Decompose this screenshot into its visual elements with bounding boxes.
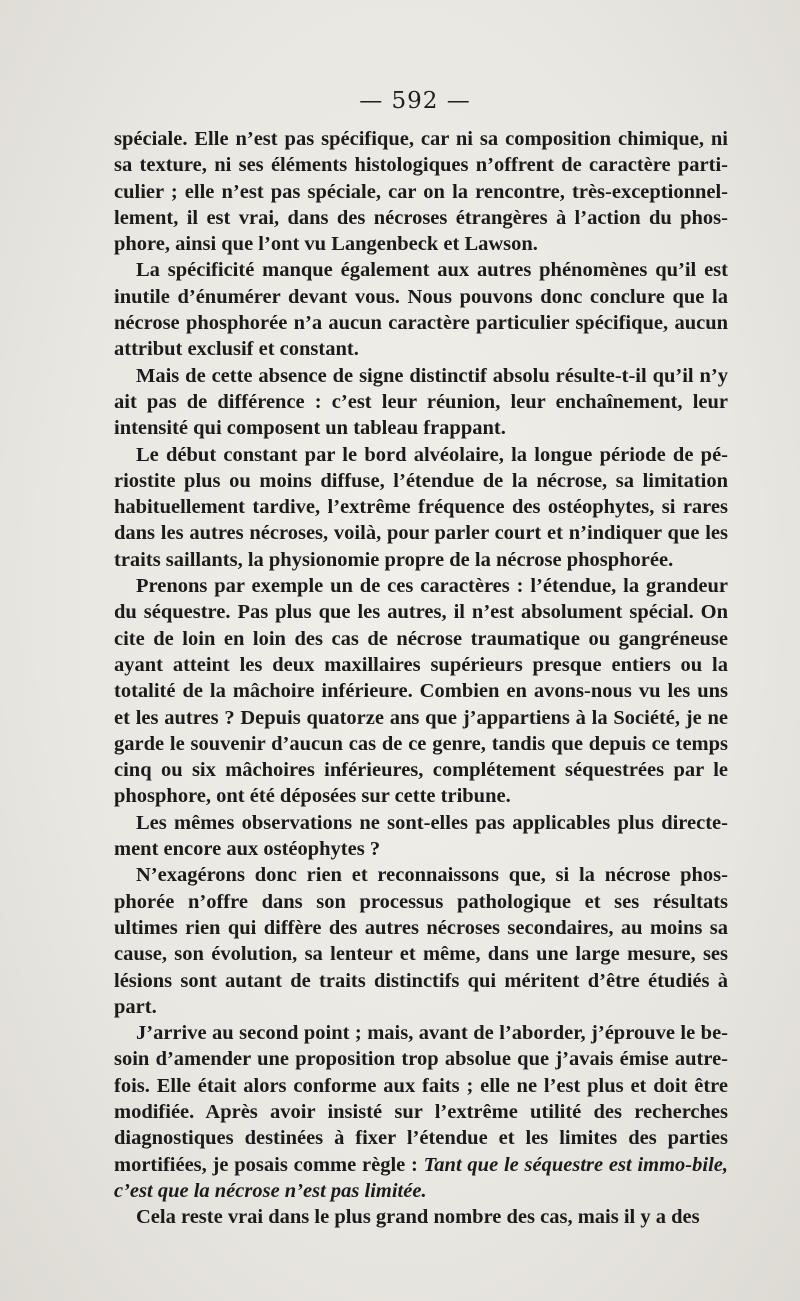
- paragraph: Le début constant par le bord alvéolaire, la longue période de pé-riostite plus ou moins diffuse, l’étendue de la nécrose, sa limitation habituellement tardive, l’extrême fréquence des ostéophytes, si rares dans les autres nécroses, voilà, pour parler court et n’indiquer que les traits saillants, la physionomie propre de la nécrose phosphorée.: [114, 443, 728, 571]
- paragraph: spéciale. Elle n’est pas spécifique, car ni sa composition chimique, ni sa texture, ni ses éléments histologiques n’offrent de caractère parti-culier ; elle n’est pas spéciale, car on la rencontre, très-exceptionnel-lement, il est vrai, dans des nécroses étrangères à l’action du phos-phore, ainsi que l’ont vu Langenbeck et Lawson.: [114, 128, 728, 256]
- italic-quote: Tant que le séquestre est immo-bile, c’est que la nécrose n’est pas limitée.: [114, 1153, 728, 1202]
- paragraph-text: J’arrive au second point ; mais, avant de l’aborder, j’éprouve le be-soin d’amender une proposition trop absolue que j’avais émise autre-fois. Elle était alors conforme aux faits ; elle ne l’est plus et doit être modifiée. Après avoir insisté sur l’extrême utilité des recherches diagnostiques destinées à fixer l’étendue et les limites des parties mortifiées, je posais comme règle :: [114, 1022, 728, 1176]
- paragraph: N’exagérons donc rien et reconnaissons que, si la nécrose phos-phorée n’offre dans son processus pathologique et ses résultats ultimes rien qui diffère des autres nécroses secondaires, au moins sa cause, son évolution, sa lenteur et même, dans une large mesure, ses lésions sont autant de traits distinctifs qui méritent d’être étudiés à part.: [114, 864, 728, 1018]
- paragraph: Prenons par exemple un de ces caractères : l’étendue, la grandeur du séquestre. Pas plus que les autres, il n’est absolument spécial. On cite de loin en loin des cas de nécrose traumatique ou gangréneuse ayant atteint les deux maxillaires supérieurs presque entiers ou la totalité de la mâchoire inférieure. Combien en avons-nous vu les uns et les autres ? Depuis quatorze ans que j’appartiens à la Société, je ne garde le souvenir d’aucun cas de ce genre, tandis que depuis ce temps cinq ou six mâchoires inférieures, complétement séquestrées par le phosphore, ont été déposées sur cette tribune.: [114, 575, 728, 808]
- paragraph: Mais de cette absence de signe distinctif absolu résulte-t-il qu’il n’y ait pas de différence : c’est leur réunion, leur enchaînement, leur intensité qui composent un tableau frappant.: [114, 364, 728, 440]
- paragraph: Cela reste vrai dans le plus grand nombre des cas, mais il y a des: [136, 1206, 700, 1229]
- paragraph: La spécificité manque également aux autres phénomènes qu’il est inutile d’énumérer devant vous. Nous pouvons donc conclure que la nécrose phosphorée n’a aucun caractère particulier spécifique, aucun attribut exclusif et constant.: [114, 259, 728, 361]
- page-number: — 592 —: [359, 88, 471, 114]
- body-text: [114, 126, 728, 1230]
- paragraph: Les mêmes observations ne sont-elles pas applicables plus directe-ment encore aux ostéophytes ?: [114, 811, 728, 861]
- paragraph-with-quote: [114, 1020, 728, 1204]
